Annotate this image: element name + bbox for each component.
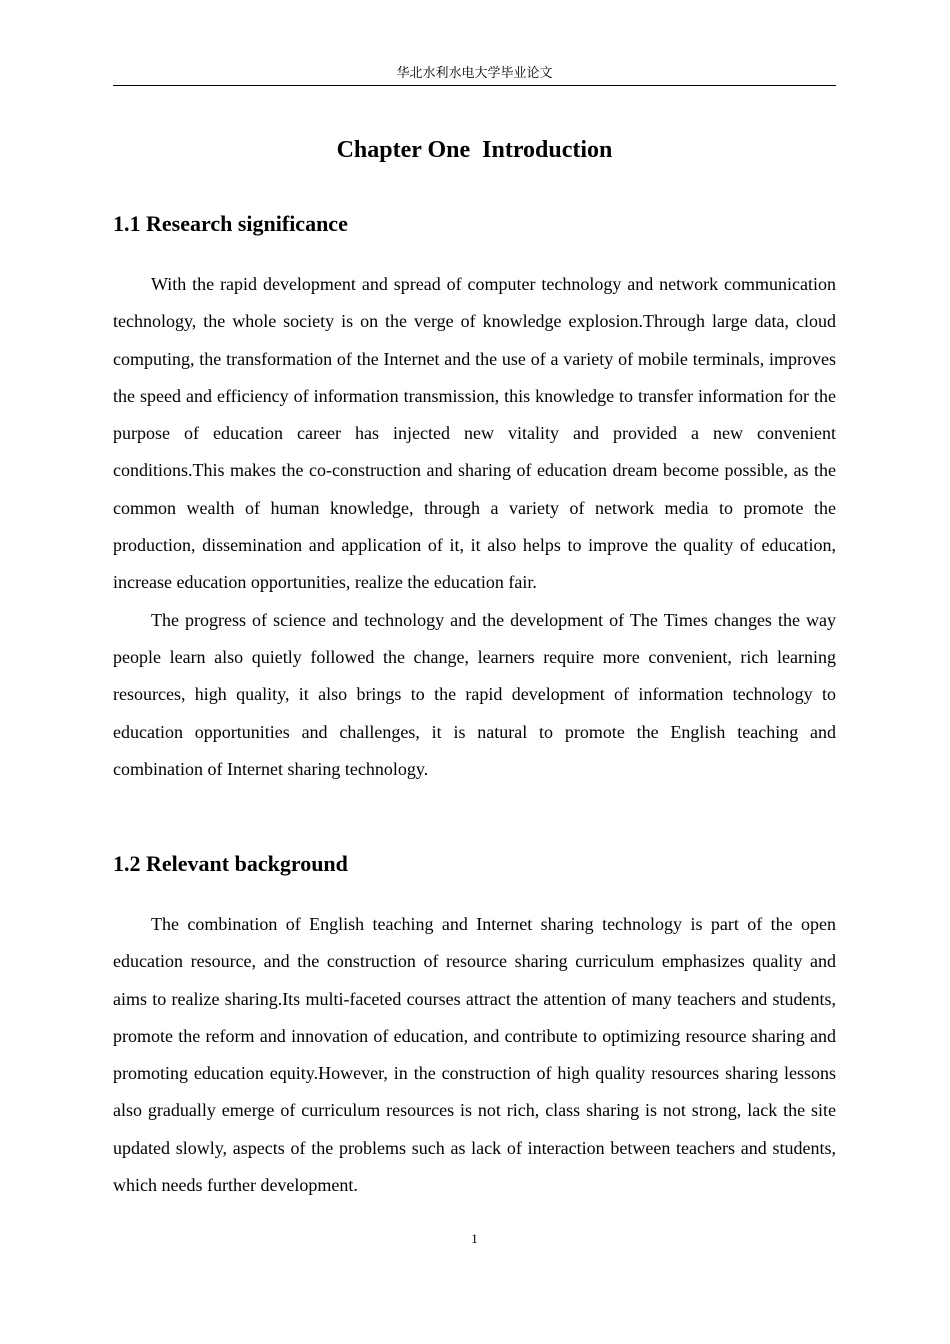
header-rule: [113, 85, 836, 86]
page-number: 1: [471, 1231, 478, 1246]
running-header: 华北水利水电大学毕业论文: [396, 66, 553, 81]
section-heading-research-significance: 1.1 Research significance: [113, 211, 348, 236]
paragraph: With the rapid development and spread of computer technology and network communication technology, the whole society is on the verge of knowledge explosion.Through large data, cloud computing, the transformation of the Internet and the use of a variety of mobile terminals, improves the speed and efficiency of information transmission, this knowledge to transfer information for the purpose of education career has injected new vitality and provided a new convenient conditions.This makes the co-construction and sharing of education dream become possible, as the common wealth of human knowledge, through a variety of network media to promote the production, dissemination and application of it, it also helps to improve the quality of education, increase education opportunities, realize the education fair.: [113, 274, 836, 593]
section-body-relevant-background: [113, 906, 836, 1204]
chapter-title: Chapter One Introduction: [336, 137, 613, 163]
section-body-research-significance: [113, 266, 836, 788]
paragraph: The combination of English teaching and Internet sharing technology is part of the open education resource, and the construction of resource sharing curriculum emphasizes quality and aims to realize sharing.Its multi-faceted courses attract the attention of many teachers and students, promote the reform and innovation of education, and contribute to optimizing resource sharing and promoting education equity.However, in the construction of high quality resources sharing lessons also gradually emerge of curriculum resources is not rich, class sharing is not strong, lack the site updated slowly, aspects of the problems such as lack of interaction between teachers and students, which needs further development.: [113, 914, 836, 1196]
section-heading-relevant-background: 1.2 Relevant background: [113, 851, 348, 876]
paragraph: The progress of science and technology and the development of The Times changes the way people learn also quietly followed the change, learners require more convenient, rich learning resources, high quality, it also brings to the rapid development of information technology to education opportunities and challenges, it is natural to promote the English teaching and combination of Internet sharing technology.: [113, 609, 836, 779]
